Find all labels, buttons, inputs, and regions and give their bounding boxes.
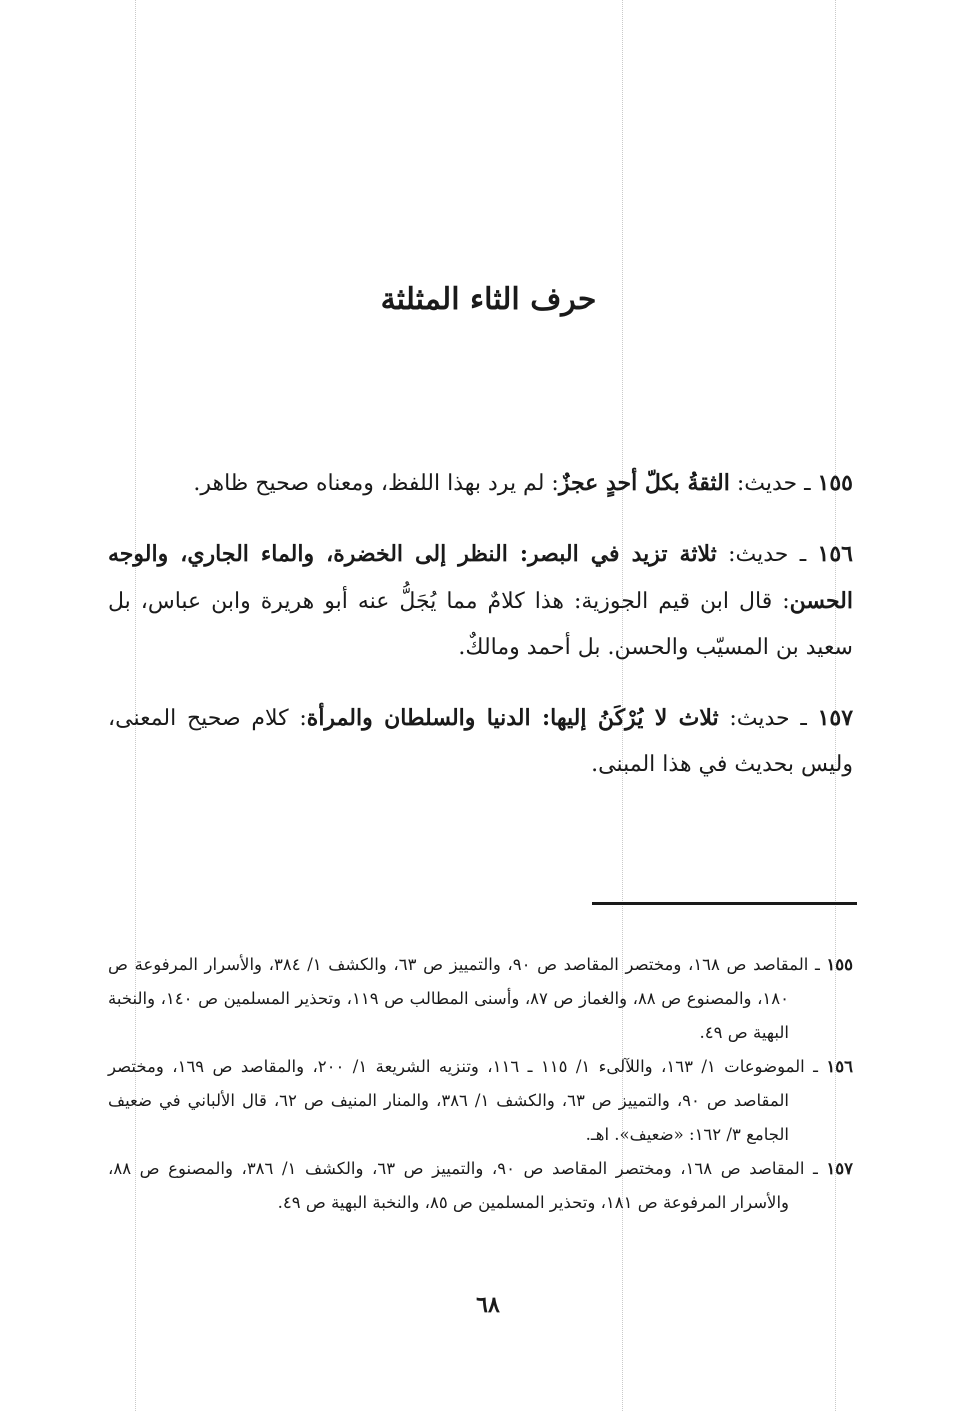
- entry-intro: حديث:: [729, 471, 798, 496]
- entry-comment: قال ابن قيم الجوزية: هذا كلامٌ مما يُجَلُّ عنه أبو هريرة وابن عباس، بل سعيد بن المسيّب والحسن. بل أحمد ومالكٌ.: [108, 589, 853, 660]
- footnotes: [108, 948, 853, 1220]
- hadith-entry-155: [108, 460, 853, 507]
- hadith-text: الثقةُ بكلّ أحدٍ عجزٌ: [558, 470, 730, 496]
- entry-number: ١٥٧: [817, 705, 854, 731]
- hadith-entries: [108, 460, 853, 812]
- hadith-entry-157: [108, 695, 853, 788]
- hadith-entry-156: [108, 531, 853, 671]
- footnote-number: ١٥٧: [826, 1159, 853, 1178]
- footnote-dash: ـ: [804, 1057, 827, 1076]
- footnote-text: المقاصد ص ١٦٨، ومختصر المقاصد ص ٩٠، والتمييز ص ٦٣، والكشف ١/ ٣٨٦، والمصنوع ص ٨٨، والأسرار المرفوعة ص ١٨١، وتحذير المسلمين ص ٨٥، والنخبة البهية ص ٤٩.: [108, 1159, 805, 1212]
- entry-dash: ـ: [789, 706, 818, 731]
- footnote-number: ١٥٥: [826, 955, 853, 974]
- footnote-157: [108, 1152, 853, 1220]
- entry-colon: :: [288, 706, 307, 731]
- entry-intro: حديث:: [716, 542, 789, 567]
- hadith-text: ثلاث لا يُرْكَنُ إليها: الدنيا والسلطان والمرأة: [306, 705, 719, 731]
- entry-intro: حديث:: [718, 706, 790, 731]
- entry-colon: :: [772, 589, 790, 614]
- entry-dash: ـ: [797, 471, 818, 496]
- page-number: ٦٨: [476, 1292, 500, 1318]
- footnote-156: [108, 1050, 853, 1152]
- footnote-155: [108, 948, 853, 1050]
- footnote-text: الموضوعات ١/ ١٦٣، واللآلىء ١/ ١١٥ ـ ١١٦، وتنزيه الشريعة ١/ ٢٠٠، والمقاصد ص ١٦٩، ومختصر المقاصد ص ٩٠، والتمييز ص ٦٣، والكشف ١/ ٣٨٦، والمنار المنيف ص ٦٢، قال الألباني في ضعيف الجامع ٣/ ١٦٢: «ضعيف». اهـ.: [108, 1057, 805, 1144]
- footnote-number: ١٥٦: [826, 1057, 853, 1076]
- entry-number: ١٥٦: [817, 541, 853, 567]
- entry-comment: كلام صحيح المعنى، وليس بحديث في هذا المبنى.: [108, 706, 853, 777]
- footnote-text: المقاصد ص ١٦٨، ومختصر المقاصد ص ٩٠، والتمييز ص ٦٣، والكشف ١/ ٣٨٤، والأسرار المرفوعة ص ١٨٠، والمصنوع ص ٨٨، والغماز ص ٨٧، وأسنى المطالب ص ١١٩، وتحذير المسلمين ص ١٤٠، والنخبة البهية ص ٤٩.: [108, 955, 809, 1042]
- entry-colon: :: [544, 471, 559, 496]
- chapter-title: حرف الثاء المثلثة: [380, 282, 597, 317]
- footnote-dash: ـ: [804, 1159, 827, 1178]
- entry-comment: لم يرد بهذا اللفظ، ومعناه صحيح ظاهر.: [193, 471, 545, 496]
- footnote-separator: [592, 902, 857, 905]
- entry-dash: ـ: [788, 542, 818, 567]
- footnote-dash: ـ: [808, 955, 827, 974]
- entry-number: ١٥٥: [817, 470, 853, 496]
- hadith-text: ثلاثة تزيد في البصر: النظر إلى الخضرة، والماء الجاري، والوجه الحسن: [108, 541, 853, 614]
